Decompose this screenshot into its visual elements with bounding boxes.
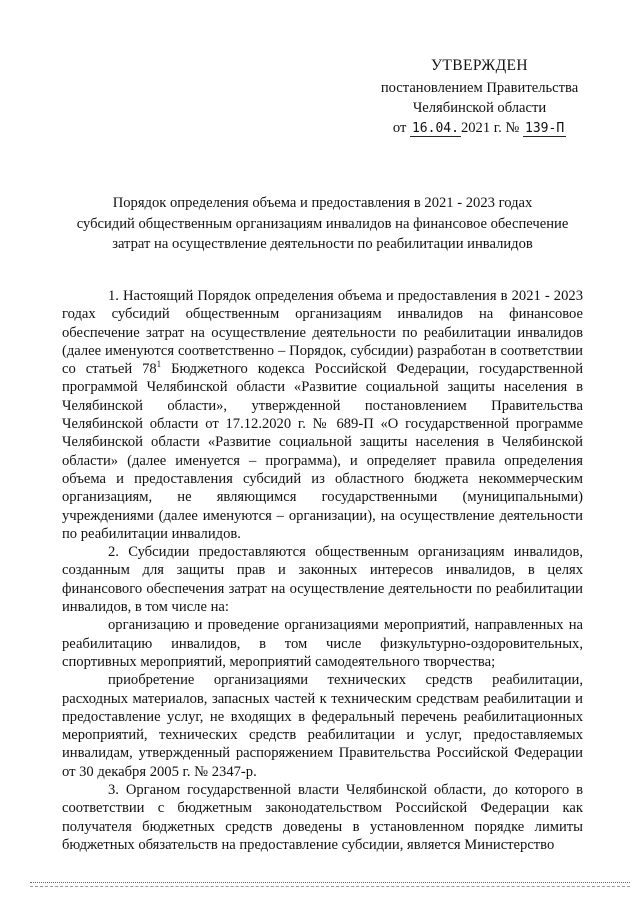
approval-line-2: Челябинской области bbox=[412, 100, 547, 116]
approval-heading: УТВЕРЖДЕН bbox=[430, 57, 529, 74]
approval-line-1: постановлением Правительства bbox=[380, 80, 579, 96]
paragraph-1 bbox=[62, 287, 583, 543]
title-line-2: субсидий общественным организациям инвалидов на финансовое обеспечение bbox=[76, 215, 569, 232]
title-line-1: Порядок определения объема и предоставления в 2021 - 2023 годах bbox=[112, 195, 533, 211]
paragraph-1-text-b: Бюджетного кодекса Российской Федерации, государственной программой Челябинской области «Развитие социальной защиты населения в Челябинской области», утвержденной постановлением Правительства Челябинской области от 17.12.2020 г. № 689-П «О государственной программе Челябинской области «Развитие социальной защиты населения в Челябинской области» (далее именуется – программа), и определяет правила определения объема и предоставления субсидий из областного бюджета некоммерческим организациям, не являющимся государственными (муниципальными) учреждениями (далее именуются – организации), на осуществление деятельности по реабилитации инвалидов. bbox=[62, 361, 583, 542]
paragraph-4: приобретение организациями технических средств реабилитации, расходных материалов, запасных частей к техническим средствам реабилитации и предоставление услуг, не входящих в федеральный перечень реабилитационных мероприятий, технических средств реабилитации и услуг, предоставляемых инвалидам, утвержденный распоряжением Правительства Российской Федерации от 30 декабря 2005 г. № 2347-р. bbox=[62, 672, 583, 780]
paragraph-3: организацию и проведение организациями мероприятий, направленных на реабилитацию инвалидов, в том числе физкультурно-оздоровительных, спортивных мероприятий, мероприятий самодеятельного творчества; bbox=[62, 617, 583, 670]
handwritten-number: 139-П bbox=[525, 121, 565, 136]
page-bottom-edge bbox=[30, 882, 630, 883]
paragraph-2: 2. Субсидии предоставляются общественным организациям инвалидов, созданным для защиты прав и законных интересов инвалидов, в целях финансового обеспечения затрат на осуществление деятельности по реабилитации инвалидов, в том числе на: bbox=[62, 544, 583, 616]
date-prefix: от bbox=[392, 120, 407, 136]
paragraph-5: 3. Органом государственной власти Челябинской области, до которого в соответствии с бюджетным законодательством Российской Федерации как получателя бюджетных средств доведены в установленном порядке лимиты бюджетных обязательств на предоставление субсидии, является Министерство bbox=[62, 782, 583, 853]
document-body bbox=[62, 287, 583, 854]
approval-stamp bbox=[372, 56, 587, 139]
page-bottom-edge-shadow bbox=[30, 886, 630, 887]
title-line-3: затрат на осуществление деятельности по реабилитации инвалидов bbox=[112, 236, 533, 252]
handwritten-date: 16.04. bbox=[411, 121, 459, 136]
approval-date-line bbox=[372, 118, 587, 139]
paragraph-1-text-a: 1. Настоящий Порядок определения объема и предоставления в 2021 - 2023 годах субсидий общественным организациям инвалидов на финансовое обеспечение затрат на осуществление деятельности по реабилитации инвалидов (далее именуются соответственно – Порядок, субсидии) разработан в соответствии со статьей 78 bbox=[62, 288, 583, 378]
article-superscript: 1 bbox=[156, 359, 162, 370]
year-suffix: 2021 г. № bbox=[460, 120, 520, 136]
document-title bbox=[60, 193, 585, 255]
